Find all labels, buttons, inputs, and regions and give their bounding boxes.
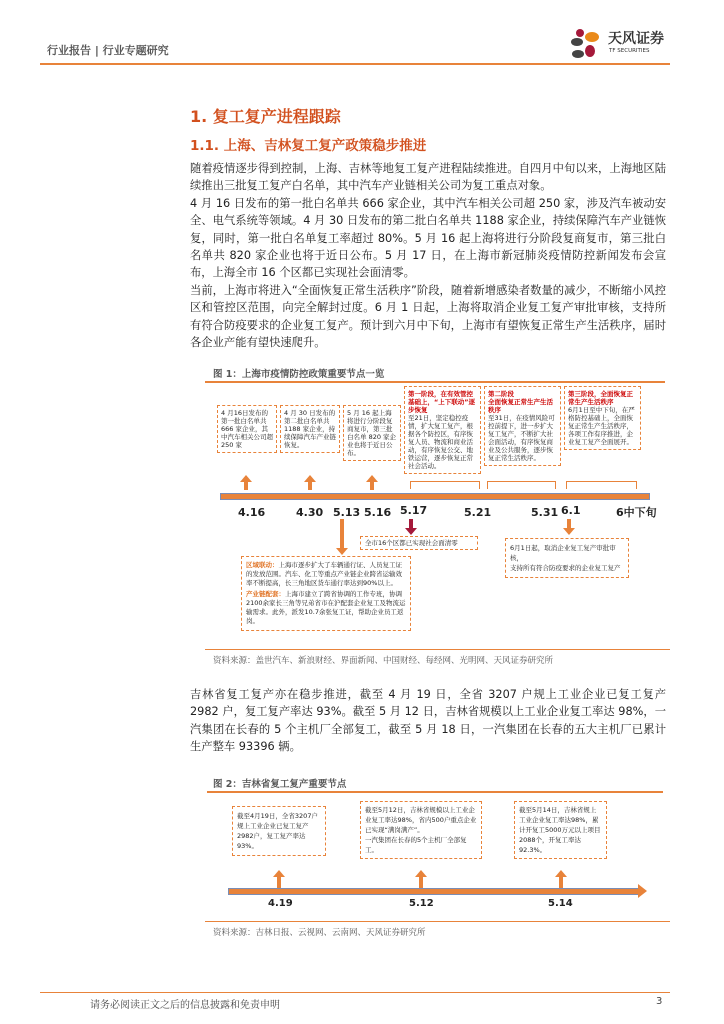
arrow-stem: [370, 481, 374, 490]
box-text: 截至5月12日，吉林省规模以上工业企业复工率达98%，省内500户重点企业已实现“满岗满产”。: [365, 806, 477, 834]
arrow-stem: [277, 876, 281, 888]
note-label: 区域联动：: [246, 561, 279, 569]
arrow-right-icon: [638, 884, 647, 898]
note-label: 产业链配套：: [246, 590, 285, 598]
brace: [487, 481, 556, 489]
figure-2-title: 图 2：吉林省复工复产重要节点: [213, 779, 347, 790]
box-text: 一汽集团在长春的5个主机厂全部复工。: [365, 836, 467, 854]
phase-title: 第一阶段，在有效管控基础上，“上下联动”逐步恢复: [408, 390, 476, 414]
note-61: [505, 538, 629, 578]
timeline-date: 5.16: [364, 506, 392, 519]
arrow-down-icon: [563, 528, 575, 535]
phase-title: 第三阶段，全面恢复正常生产生活秩序: [568, 390, 633, 406]
timeline-date: 6中下旬: [616, 506, 657, 519]
timeline-date: 5.31: [531, 506, 559, 519]
arrow-stem: [244, 481, 248, 490]
timeline-date: 4.30: [296, 506, 324, 519]
arrow-stem: [559, 876, 563, 888]
box-text: 截至4月19日，全省3207户规上工业企业已复工复产2982户，复工复产率达93%。: [237, 812, 318, 850]
phase-body: 至31日，在疫情风险可控前提下，进一步扩大复工复产，不断扩大社会面活动，有序恢复商业及公共服务，逐步恢复正常生活秩序。: [488, 414, 555, 462]
note-line: 6月1日起，取消企业复工复产审批审核，: [510, 544, 616, 562]
arrow-stem: [419, 876, 423, 888]
figure-2-rule: [207, 791, 663, 793]
breadcrumb: 行业报告 | 行业专题研究: [47, 44, 169, 57]
arrow-down-icon: [336, 548, 348, 555]
note-text: 上海市建立了跨省协调的工作专班，协调2100余家长三角等兄弟省市在沪配套企业复工及物流运输需求。此外，派发10.7余张复工证，帮助企业员工返岗。: [246, 590, 406, 625]
figure-2-bottom-rule: [205, 921, 670, 922]
timeline-date: 5.14: [548, 898, 573, 909]
logo-text: 天风证券: [608, 31, 664, 47]
timeline-date: 4.16: [238, 506, 266, 519]
phase-body: 6月1日至中下旬，在严格防控基础上，全面恢复正常生产生活秩序，各项工作有序推进，企业复工复产全面展开。: [568, 406, 635, 446]
timeline-box-516: 5 月 16 起上海将进行分阶段复商复市，第三批白名单 820 家企业也将于近日公布。: [343, 405, 401, 461]
figure-1-bottom-rule: [205, 649, 670, 650]
phase-body: 至21日，坚定稳控疫情，扩大复工复产，根据各个防控区，有序恢复人员、物流和商业活动，有序恢复公交、地铁运营，逐步恢复正常社会活动。: [408, 414, 473, 470]
timeline-date: 5.17: [400, 504, 428, 517]
logo: [568, 26, 678, 60]
jilin-box-512: [360, 801, 482, 859]
jilin-box-419: [232, 806, 326, 856]
note-513: [241, 556, 411, 631]
box-text: 截至5月14日，吉林省规上工业企业复工率达98%，累计开复工5000万元以上项目2088个，开复工率达92.3%。: [519, 806, 601, 854]
footer-disclaimer: 请务必阅读正文之后的信息披露和免责申明: [90, 1000, 280, 1011]
section-heading: 1. 复工复产进程跟踪: [190, 107, 341, 126]
timeline-date: 6.1: [561, 504, 581, 517]
figure-1-source: 资料来源：盖世汽车、新浪财经、界面新闻、中国财经、每经网、光明网、天风证券研究所: [213, 656, 554, 666]
paragraph: 吉林省复工复产亦在稳步推进，截至 4 月 19 日，全省 3207 户规上工业企业已复工复产 2982 户，复工复产率达 93%。截至 5 月 12 日，吉林省规模以上工业企业复工率达 98%，一汽集团在长春的 5 个主机厂全部复工，截至 5 月 18 日，一汽集团在长春的五大主机厂已累计生产整车 93396 辆。: [190, 688, 666, 753]
arrow-stem: [340, 519, 344, 548]
timeline-bar: [220, 493, 650, 500]
timeline-date: 5.13: [333, 506, 361, 519]
paragraph: 随着疫情逐步得到控制，上海、吉林等地复工复产进程陆续推进。自四月中旬以来，上海地区陆续推出三批复工复产白名单，其中汽车产业链相关公司为复工重点对象。: [190, 162, 666, 193]
phase-box-3: [564, 386, 641, 450]
timeline-date: 5.21: [464, 506, 492, 519]
figure-2-source: 资料来源：吉林日报、云视网、云南网、天风证券研究所: [213, 928, 426, 938]
jilin-box-514: [514, 801, 607, 859]
page-number: 3: [656, 996, 663, 1007]
header-rule: [40, 63, 670, 65]
phase-box-2: [484, 386, 561, 466]
brace: [410, 481, 480, 489]
subsection-heading: 1.1. 上海、吉林复工复产政策稳步推进: [190, 138, 427, 154]
phase-title: 第二阶段: [488, 390, 514, 398]
figure-1-rule: [205, 381, 665, 383]
timeline-box-416: 4 月16日发布的第一批白名单共 666 家企业，其中汽车相关公司超 250 家: [217, 405, 277, 453]
logo-subtext: TF SECURITIES: [609, 48, 650, 54]
footer-rule: [40, 992, 670, 993]
note-text: 上海市逐步扩大了车辆通行证、人员复工证的发放范围。汽车、化工等重点产业链企业跨省运输效率不断提高，长三角地区货车通行率达到90%以上。: [246, 561, 402, 587]
paragraph: 当前，上海市将进入“全面恢复正常生活秩序”阶段，随着新增感染者数量的减少，不断缩小风控区和管控区范围，向完全解封过度。6 月 1 日起，上海将取消企业复工复产审批审核，支持所有符合防疫要求的企业复工复产。预计到六月中下旬，上海市有望恢复正常生产生活秩序，届时各企业产能有望快速爬升。: [190, 284, 666, 349]
note-line: 支持所有符合防疫要求的企业复工复产: [510, 564, 621, 572]
timeline-date: 5.12: [409, 898, 434, 909]
paragraph: 4 月 16 日发布的第一批白名单共 666 家企业，其中汽车相关公司超 250 家，涉及汽车被动安全、电气系统等领域。4 月 30 日发布的第二批白名单共 1188 家企业，持续保障汽车产业链恢复，同时，第一批白名单复工率超过 80%。5 月 16 起上海将进行分阶段复商复市，第三批白名单共 820 家企业也将于近日公布。5 月 17 日，在上海市新冠肺炎疫情防控新闻发布会宣布，上海全市 16 个区都已实现社会面清零。: [190, 197, 666, 280]
logo-petal-icon: [568, 26, 604, 60]
timeline-box-430: 4 月 30 日发布的第二批白名单共 1188 家企业，持续保障汽车产业链恢复。: [280, 405, 340, 453]
arrow-down-icon: [405, 528, 417, 535]
brace: [566, 481, 637, 489]
timeline-bar: [228, 888, 640, 895]
phase-subtitle: 全面恢复正常生产生活秩序: [488, 398, 553, 414]
note-517: 全市16个区都已实现社会面清零: [360, 536, 478, 550]
timeline-date: 4.19: [268, 898, 293, 909]
phase-box-1: [404, 386, 481, 474]
arrow-stem: [308, 481, 312, 490]
figure-1-title: 图 1：上海市疫情防控政策重要节点一览: [213, 369, 385, 380]
